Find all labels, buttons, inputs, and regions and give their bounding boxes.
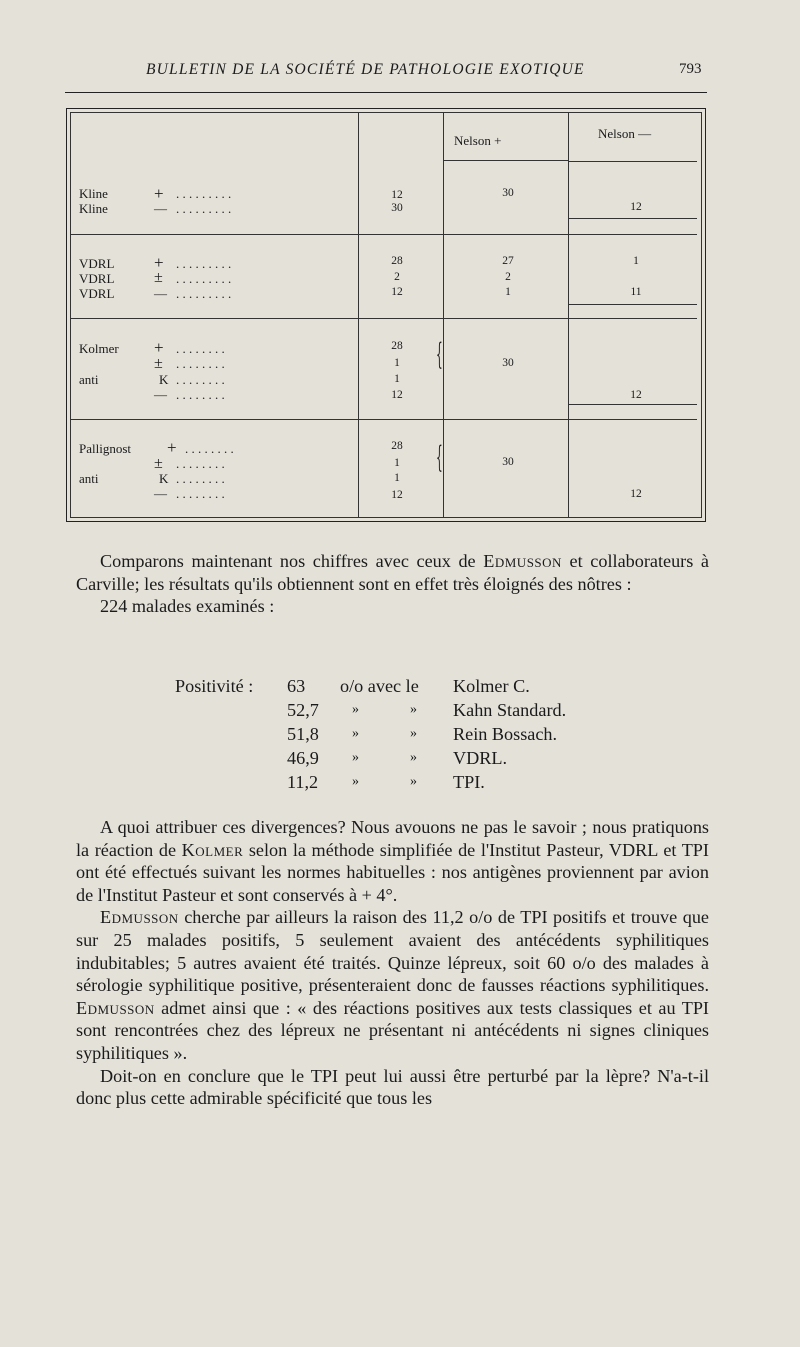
- total-value: 30: [391, 202, 403, 214]
- row-sign: —: [154, 387, 167, 402]
- rule-group-3: [71, 419, 697, 420]
- ditto-mark: »: [352, 750, 359, 765]
- positivity-test: Kahn Standard.: [453, 700, 567, 720]
- header-nelson-negative: Nelson —: [598, 126, 652, 141]
- positivity-test: TPI.: [453, 772, 485, 792]
- ditto-mark: »: [352, 774, 359, 789]
- nelson-neg-value: 11: [630, 286, 642, 298]
- positivity-value: 46,9: [287, 748, 319, 768]
- paragraph-3: [76, 906, 709, 1064]
- leader-dots: . . . . . . . . .: [176, 286, 232, 301]
- row-sign: K: [159, 471, 169, 486]
- column-divider-nelson-neg: [568, 113, 569, 517]
- page-number: 793: [679, 61, 702, 77]
- text-run: A quoi attribuer ces divergences? Nous avouons ne pas le savoir ; nous pratiquons la réaction de: [76, 817, 709, 860]
- row-sign: K: [159, 372, 169, 387]
- ditto-mark: »: [410, 750, 417, 765]
- row-label: Kolmer: [79, 341, 119, 356]
- row-label: VDRL: [79, 271, 115, 286]
- total-value: 1: [394, 357, 400, 369]
- nelson-pos-value: 30: [502, 187, 514, 199]
- text-run: cherche par ailleurs la raison des 11,2 o/o de TPI positifs et trouve que sur 25 malades positifs, 5 seulement avaient des antécédents syphilitiques indubitables; 5 autres avaient été traités. Quinze lépreux, soit 60 o/o des malades à sérologie syphilitique positive, présenteraient donc de fausses réactions syphilitiques.: [76, 907, 709, 996]
- running-title: BULLETIN DE LA SOCIÉTÉ DE PATHOLOGIE EXOTIQUE: [146, 61, 585, 78]
- row-sign: —: [154, 286, 167, 301]
- positivity-test: Rein Bossach.: [453, 724, 558, 744]
- nelson-neg-value: 12: [630, 488, 642, 500]
- row-sign: ±: [154, 269, 163, 286]
- row-label: VDRL: [79, 286, 115, 301]
- leader-dots: . . . . . . . .: [176, 387, 225, 402]
- leader-dots: . . . . . . . .: [176, 341, 225, 356]
- total-value: 28: [391, 340, 403, 352]
- total-value: 28: [391, 255, 403, 267]
- nelson-pos-value: 1: [505, 286, 511, 298]
- nelson-neg-value: 12: [630, 389, 642, 401]
- nelson-pos-value: 30: [502, 357, 514, 369]
- rule-group-2: [71, 318, 697, 319]
- row-label: Pallignost: [79, 441, 132, 456]
- author-name: Edmusson: [76, 997, 155, 1018]
- author-name: Kolmer: [181, 839, 244, 860]
- leader-dots: . . . . . . . .: [185, 441, 234, 456]
- total-value: 12: [391, 286, 403, 298]
- nelson-neg-value: 12: [630, 201, 642, 213]
- header-rule: [65, 92, 707, 93]
- text-run: selon la méthode simplifiée de l'Institut Pasteur, VDRL et TPI ont été effectués suivant les normes habituelles : nos antigènes proviennent par avion de l'Institut Pasteur et sont conservés à + 4°.: [76, 839, 709, 905]
- paragraph-comparison: [76, 550, 709, 618]
- leader-dots: . . . . . . . .: [176, 356, 225, 371]
- row-sign: ±: [154, 355, 163, 372]
- row-sign: +: [154, 253, 164, 272]
- nelson-pos-value: 27: [502, 255, 514, 267]
- positivity-unit: o/o avec le: [340, 676, 419, 696]
- paragraph-4: Doit-on en conclure que le TPI peut lui aussi être perturbé par la lèpre? N'a-t-il donc plus cette admirable spécificité que tous les: [76, 1065, 709, 1109]
- ditto-mark: »: [410, 774, 417, 789]
- total-value: 28: [391, 440, 403, 452]
- page-header: [0, 0, 800, 100]
- brace-symbol: {: [436, 337, 443, 372]
- nelson-pos-value: 30: [502, 456, 514, 468]
- brace-symbol: {: [436, 440, 443, 475]
- ditto-mark: »: [352, 726, 359, 741]
- text-run: Comparons maintenant nos chiffres avec ceux de: [100, 551, 484, 571]
- rule-group-1: [71, 234, 697, 235]
- examined-line: 224 malades examinés :: [100, 596, 275, 617]
- text-run: admet ainsi que : « des réactions positives aux tests classiques et au TPI sont rencontrées chez des lépreux ne présentant ni antécédents ni signes cliniques syphilitiques ».: [76, 997, 709, 1063]
- row-sign: +: [167, 438, 177, 457]
- positivity-test: VDRL.: [453, 748, 508, 768]
- nelson-neg-value: 1: [633, 255, 639, 267]
- positivity-test: Kolmer C.: [453, 676, 530, 696]
- positivity-value: 51,8: [287, 724, 319, 744]
- total-value: 1: [394, 373, 400, 385]
- header-nelson-positive: Nelson +: [454, 133, 502, 148]
- leader-dots: . . . . . . . . .: [176, 256, 232, 271]
- total-value: 1: [394, 457, 400, 469]
- rule-header-neg: [569, 161, 697, 162]
- leader-dots: . . . . . . . .: [176, 456, 225, 471]
- leader-dots: . . . . . . . .: [176, 372, 225, 387]
- leader-dots: . . . . . . . .: [176, 471, 225, 486]
- rule-neg-sub-1: [569, 218, 697, 219]
- ditto-mark: »: [410, 726, 417, 741]
- discussion-text: [76, 816, 709, 1110]
- author-name: Edmusson: [483, 551, 562, 571]
- leader-dots: . . . . . . . . .: [176, 186, 232, 201]
- text-run: et collaborateurs à Carville; les résultats qu'ils obtiennent sont en effet très éloignés des nôtres :: [76, 551, 709, 594]
- positivity-value: 11,2: [287, 772, 319, 792]
- row-sign: —: [154, 201, 167, 216]
- leader-dots: . . . . . . . .: [176, 486, 225, 501]
- total-value: 1: [394, 472, 400, 484]
- leader-dots: . . . . . . . . .: [176, 271, 232, 286]
- paragraph-2: [76, 816, 709, 906]
- positivity-value: 52,7: [287, 700, 319, 720]
- row-sign: —: [154, 486, 167, 501]
- rule-neg-sub-2: [569, 304, 697, 305]
- total-value: 2: [394, 271, 400, 283]
- row-label: Kline: [79, 201, 108, 216]
- leader-dots: . . . . . . . . .: [176, 201, 232, 216]
- column-divider-nelson-pos: [443, 113, 444, 517]
- ditto-mark: »: [410, 702, 417, 717]
- column-divider-total: [358, 113, 359, 517]
- total-value: 12: [391, 189, 403, 201]
- row-sign: ±: [154, 455, 163, 472]
- serology-table: [66, 108, 706, 522]
- author-name: Edmusson: [100, 907, 179, 928]
- row-label: anti: [79, 372, 99, 387]
- row-sign: +: [154, 184, 164, 203]
- row-label: VDRL: [79, 256, 115, 271]
- row-label: anti: [79, 471, 99, 486]
- total-value: 12: [391, 489, 403, 501]
- positivity-label: Positivité :: [175, 676, 254, 696]
- positivity-value: 63: [287, 676, 306, 696]
- row-sign: +: [154, 338, 164, 357]
- rule-neg-sub-3: [569, 404, 697, 405]
- total-value: 12: [391, 389, 403, 401]
- row-label: Kline: [79, 186, 108, 201]
- rule-header-pos: [444, 160, 568, 161]
- nelson-pos-value: 2: [505, 271, 511, 283]
- paragraph-1: [76, 550, 709, 595]
- ditto-mark: »: [352, 702, 359, 717]
